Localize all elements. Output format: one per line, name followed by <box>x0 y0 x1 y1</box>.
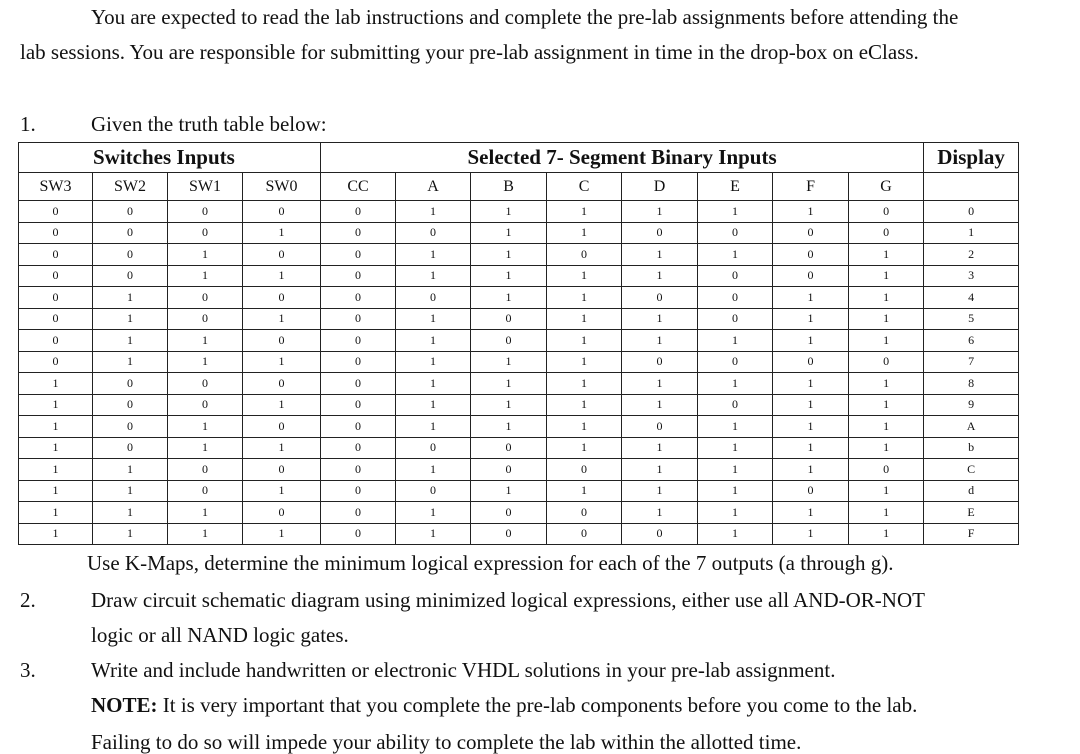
table-cell: 0 <box>168 394 243 416</box>
table-cell: 0 <box>471 459 547 481</box>
table-cell: 0 <box>698 351 773 373</box>
table-cell: 1 <box>547 201 622 223</box>
question-3-line-1: Write and include handwritten or electronic VHDL solutions in your pre-lab assignment. <box>91 658 836 682</box>
table-row <box>19 265 1019 287</box>
table-cell: 0 <box>698 287 773 309</box>
question-1-text: Given the truth table below: <box>91 112 327 136</box>
table-cell: 9 <box>924 394 1019 416</box>
table-cell: 1 <box>243 308 321 330</box>
table-row <box>19 308 1019 330</box>
note-line-1 <box>91 693 917 717</box>
table-row <box>19 244 1019 266</box>
table-cell: 0 <box>168 201 243 223</box>
table-cell: 0 <box>19 287 93 309</box>
table-cell: 0 <box>168 222 243 244</box>
table-cell: 0 <box>773 351 849 373</box>
column-header-g: G <box>849 173 924 201</box>
table-cell: 1 <box>396 265 471 287</box>
table-cell: 1 <box>849 265 924 287</box>
table-cell: 1 <box>19 373 93 395</box>
table-cell: 1 <box>471 244 547 266</box>
table-cell: 1 <box>19 502 93 524</box>
table-cell: 0 <box>168 287 243 309</box>
column-header-a: A <box>396 173 471 201</box>
table-cell: 0 <box>471 502 547 524</box>
column-header-b: B <box>471 173 547 201</box>
column-header-c: C <box>547 173 622 201</box>
table-cell: 0 <box>471 437 547 459</box>
table-cell: 0 <box>773 222 849 244</box>
column-header-display <box>924 173 1019 201</box>
table-cell: 1 <box>773 437 849 459</box>
table-cell: 1 <box>396 244 471 266</box>
table-cell: 0 <box>547 459 622 481</box>
table-cell: A <box>924 416 1019 438</box>
table-cell: 0 <box>471 523 547 545</box>
table-cell: 1 <box>547 265 622 287</box>
table-cell: 0 <box>849 222 924 244</box>
table-cell: 1 <box>168 351 243 373</box>
table-cell: 0 <box>321 201 396 223</box>
table-cell: d <box>924 480 1019 502</box>
table-cell: 0 <box>93 437 168 459</box>
table-cell: 0 <box>321 265 396 287</box>
table-row <box>19 523 1019 545</box>
table-cell: 1 <box>547 373 622 395</box>
table-cell: 1 <box>471 222 547 244</box>
table-cell: 1 <box>849 416 924 438</box>
table-cell: 1 <box>93 351 168 373</box>
table-cell: 0 <box>168 459 243 481</box>
table-cell: 1 <box>698 416 773 438</box>
table-cell: 0 <box>243 330 321 352</box>
table-cell: 1 <box>773 330 849 352</box>
table-cell: 1 <box>19 394 93 416</box>
table-cell: 1 <box>547 437 622 459</box>
table-cell: 1 <box>243 394 321 416</box>
question-1-number: 1. <box>20 112 36 136</box>
table-cell: 1 <box>243 523 321 545</box>
table-cell: 7 <box>924 351 1019 373</box>
table-cell: E <box>924 502 1019 524</box>
table-cell: 1 <box>471 265 547 287</box>
table-cell: 0 <box>622 222 698 244</box>
table-cell: 1 <box>168 502 243 524</box>
table-cell: 1 <box>19 459 93 481</box>
table-cell: 0 <box>547 523 622 545</box>
table-cell: 1 <box>849 480 924 502</box>
table-row <box>19 502 1019 524</box>
table-cell: 0 <box>19 330 93 352</box>
table-cell: 1 <box>93 308 168 330</box>
table-cell: 1 <box>698 502 773 524</box>
table-cell: 1 <box>243 351 321 373</box>
table-cell: 0 <box>19 201 93 223</box>
table-cell: 1 <box>698 330 773 352</box>
table-cell: 1 <box>622 373 698 395</box>
table-cell: 0 <box>396 222 471 244</box>
table-cell: 0 <box>773 244 849 266</box>
column-header-cc: CC <box>321 173 396 201</box>
table-cell: 0 <box>698 265 773 287</box>
table-cell: 0 <box>396 287 471 309</box>
table-cell: 1 <box>622 330 698 352</box>
table-cell: 0 <box>321 394 396 416</box>
question-2-line-2: logic or all NAND logic gates. <box>91 623 349 647</box>
table-cell: 0 <box>168 480 243 502</box>
column-header-sw1: SW1 <box>168 173 243 201</box>
table-cell: 1 <box>622 437 698 459</box>
table-cell: 0 <box>321 330 396 352</box>
table-cell: 1 <box>168 265 243 287</box>
table-row <box>19 394 1019 416</box>
table-cell: 1 <box>547 330 622 352</box>
switches-inputs-header: Switches Inputs <box>19 143 321 173</box>
table-cell: 1 <box>396 459 471 481</box>
table-cell: 1 <box>547 287 622 309</box>
table-cell: 1 <box>773 201 849 223</box>
table-cell: 0 <box>622 351 698 373</box>
table-row <box>19 330 1019 352</box>
table-cell: 1 <box>849 308 924 330</box>
table-cell: 0 <box>243 201 321 223</box>
table-cell: 1 <box>924 222 1019 244</box>
table-cell: 1 <box>396 308 471 330</box>
table-cell: 1 <box>243 437 321 459</box>
table-cell: 0 <box>93 394 168 416</box>
table-cell: 1 <box>396 416 471 438</box>
table-cell: 1 <box>547 351 622 373</box>
table-cell: 0 <box>622 287 698 309</box>
table-cell: 1 <box>773 373 849 395</box>
table-row <box>19 373 1019 395</box>
table-cell: 1 <box>243 222 321 244</box>
table-cell: 1 <box>622 265 698 287</box>
table-cell: 0 <box>321 502 396 524</box>
table-cell: 1 <box>698 459 773 481</box>
table-cell: 0 <box>924 201 1019 223</box>
table-row <box>19 287 1019 309</box>
table-cell: 1 <box>849 437 924 459</box>
table-cell: 0 <box>243 373 321 395</box>
column-header-row <box>19 173 1019 201</box>
table-cell: 1 <box>622 480 698 502</box>
table-cell: 0 <box>19 265 93 287</box>
table-cell: 0 <box>19 222 93 244</box>
note-label: NOTE: <box>91 693 158 717</box>
table-cell: 0 <box>321 523 396 545</box>
note-text-1: It is very important that you complete the pre-lab components before you come to the lab. <box>157 693 918 717</box>
table-cell: 0 <box>93 265 168 287</box>
table-cell: 1 <box>396 201 471 223</box>
table-cell: 1 <box>698 201 773 223</box>
table-cell: 0 <box>471 308 547 330</box>
table-cell: 1 <box>849 244 924 266</box>
table-cell: 1 <box>698 480 773 502</box>
table-cell: 1 <box>19 480 93 502</box>
table-cell: 1 <box>471 373 547 395</box>
table-cell: 1 <box>849 523 924 545</box>
table-cell: 0 <box>93 416 168 438</box>
truth-table <box>18 142 1019 545</box>
table-cell: 0 <box>19 244 93 266</box>
intro-line-1: You are expected to read the lab instructions and complete the pre-lab assignments before attending the <box>91 5 959 29</box>
table-cell: 1 <box>168 416 243 438</box>
table-cell: 1 <box>93 330 168 352</box>
table-row <box>19 416 1019 438</box>
table-cell: 1 <box>698 373 773 395</box>
table-cell: 1 <box>622 308 698 330</box>
table-cell: 0 <box>93 373 168 395</box>
table-cell: 1 <box>622 502 698 524</box>
table-cell: 0 <box>471 330 547 352</box>
table-cell: 1 <box>396 351 471 373</box>
table-cell: 1 <box>471 201 547 223</box>
table-cell: 0 <box>168 373 243 395</box>
table-cell: 0 <box>622 416 698 438</box>
segment-inputs-header: Selected 7- Segment Binary Inputs <box>321 143 924 173</box>
table-cell: 1 <box>168 437 243 459</box>
column-header-sw3: SW3 <box>19 173 93 201</box>
table-row <box>19 459 1019 481</box>
kmap-instruction: Use K-Maps, determine the minimum logical expression for each of the 7 outputs (a through g). <box>87 551 894 575</box>
table-cell: 0 <box>773 480 849 502</box>
table-cell: 1 <box>849 502 924 524</box>
table-cell: 1 <box>93 523 168 545</box>
table-cell: 0 <box>321 244 396 266</box>
table-cell: 1 <box>396 373 471 395</box>
table-cell: 1 <box>471 416 547 438</box>
table-cell: 0 <box>243 244 321 266</box>
table-cell: 1 <box>622 201 698 223</box>
column-header-sw0: SW0 <box>243 173 321 201</box>
display-header: Display <box>924 143 1019 173</box>
table-cell: 0 <box>321 437 396 459</box>
note-line-2: Failing to do so will impede your ability to complete the lab within the allotted time. <box>91 730 802 754</box>
table-cell: 1 <box>93 480 168 502</box>
column-header-f: F <box>773 173 849 201</box>
table-cell: 1 <box>849 330 924 352</box>
table-cell: 0 <box>547 244 622 266</box>
table-cell: 0 <box>321 287 396 309</box>
table-cell: 1 <box>698 437 773 459</box>
table-cell: 1 <box>19 437 93 459</box>
table-cell: 1 <box>622 459 698 481</box>
table-cell: F <box>924 523 1019 545</box>
table-cell: 1 <box>849 287 924 309</box>
table-cell: 0 <box>19 308 93 330</box>
table-cell: 0 <box>19 351 93 373</box>
column-header-d: D <box>622 173 698 201</box>
table-cell: 1 <box>547 394 622 416</box>
table-cell: 0 <box>773 265 849 287</box>
table-cell: 1 <box>396 330 471 352</box>
table-cell: 0 <box>93 244 168 266</box>
table-cell: 1 <box>19 523 93 545</box>
intro-line-2: lab sessions. You are responsible for submitting your pre-lab assignment in time in the drop-box on eClass. <box>20 40 919 64</box>
table-cell: 1 <box>773 523 849 545</box>
table-cell: 0 <box>698 394 773 416</box>
table-cell: 0 <box>547 502 622 524</box>
table-cell: 8 <box>924 373 1019 395</box>
table-cell: 1 <box>471 287 547 309</box>
table-cell: 1 <box>19 416 93 438</box>
table-cell: 1 <box>773 502 849 524</box>
table-cell: 1 <box>93 502 168 524</box>
table-cell: 1 <box>471 480 547 502</box>
table-cell: 0 <box>243 459 321 481</box>
column-header-sw2: SW2 <box>93 173 168 201</box>
column-header-e: E <box>698 173 773 201</box>
table-cell: 0 <box>849 459 924 481</box>
table-cell: 1 <box>396 523 471 545</box>
table-cell: 1 <box>773 416 849 438</box>
table-cell: 1 <box>622 244 698 266</box>
table-cell: 0 <box>698 308 773 330</box>
question-3-number: 3. <box>20 658 36 682</box>
table-cell: 1 <box>698 244 773 266</box>
table-row <box>19 222 1019 244</box>
table-cell: 1 <box>849 394 924 416</box>
table-cell: 1 <box>547 416 622 438</box>
table-cell: 0 <box>849 351 924 373</box>
table-cell: 1 <box>547 308 622 330</box>
table-cell: 0 <box>698 222 773 244</box>
table-cell: 0 <box>321 459 396 481</box>
table-cell: 1 <box>471 394 547 416</box>
table-cell: 1 <box>471 351 547 373</box>
table-cell: 0 <box>168 308 243 330</box>
table-cell: 1 <box>849 373 924 395</box>
table-cell: 1 <box>547 480 622 502</box>
table-row <box>19 351 1019 373</box>
table-cell: 0 <box>243 502 321 524</box>
table-cell: 0 <box>93 222 168 244</box>
table-cell: 1 <box>396 502 471 524</box>
table-cell: 1 <box>168 244 243 266</box>
table-cell: 1 <box>396 394 471 416</box>
question-2-line-1: Draw circuit schematic diagram using minimized logical expressions, either use all AND-OR-NOT <box>91 588 925 612</box>
table-cell: 0 <box>321 416 396 438</box>
table-row <box>19 201 1019 223</box>
table-cell: 1 <box>168 330 243 352</box>
table-cell: 1 <box>773 459 849 481</box>
table-cell: 0 <box>321 222 396 244</box>
table-row <box>19 480 1019 502</box>
table-cell: b <box>924 437 1019 459</box>
table-cell: 0 <box>396 480 471 502</box>
table-cell: 0 <box>321 351 396 373</box>
table-cell: 4 <box>924 287 1019 309</box>
table-cell: 0 <box>849 201 924 223</box>
table-cell: 2 <box>924 244 1019 266</box>
table-cell: 1 <box>622 394 698 416</box>
table-cell: 3 <box>924 265 1019 287</box>
question-2-number: 2. <box>20 588 36 612</box>
table-cell: 0 <box>321 373 396 395</box>
table-cell: 1 <box>168 523 243 545</box>
table-cell: 0 <box>321 480 396 502</box>
table-cell: 0 <box>622 523 698 545</box>
table-cell: 1 <box>93 287 168 309</box>
table-cell: 6 <box>924 330 1019 352</box>
table-cell: 1 <box>773 394 849 416</box>
table-cell: 5 <box>924 308 1019 330</box>
table-cell: 0 <box>321 308 396 330</box>
table-cell: 1 <box>93 459 168 481</box>
table-cell: 0 <box>93 201 168 223</box>
table-cell: 0 <box>243 287 321 309</box>
table-cell: 0 <box>396 437 471 459</box>
table-cell: 0 <box>243 416 321 438</box>
table-cell: C <box>924 459 1019 481</box>
table-cell: 1 <box>243 265 321 287</box>
table-cell: 1 <box>243 480 321 502</box>
truth-table-body <box>19 201 1019 545</box>
table-cell: 1 <box>773 287 849 309</box>
table-cell: 1 <box>773 308 849 330</box>
table-cell: 1 <box>698 523 773 545</box>
table-row <box>19 437 1019 459</box>
table-cell: 1 <box>547 222 622 244</box>
